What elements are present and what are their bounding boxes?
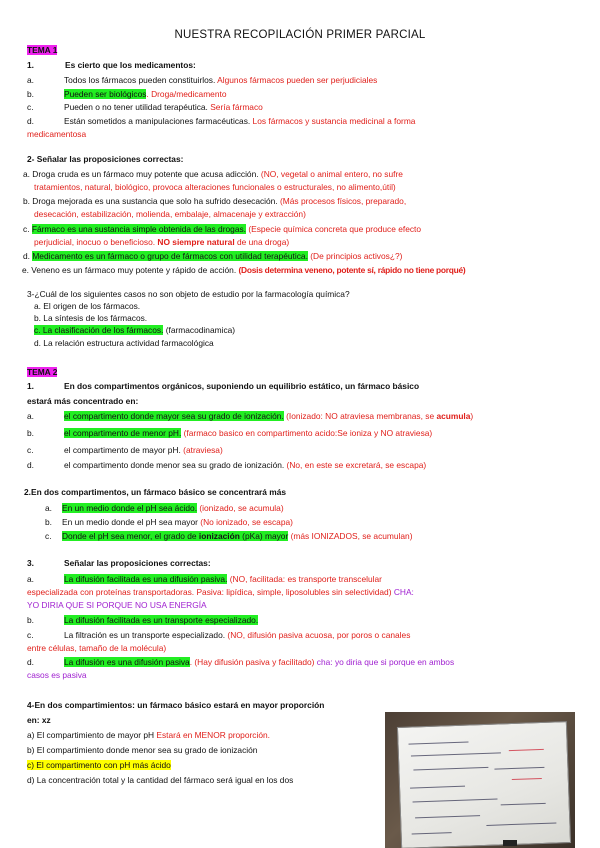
t2-q3-c: c. La filtración es un transporte especializado. (NO, difusión pasiva acuosa, por poros o canales [27,630,411,640]
whiteboard [397,721,571,848]
t2-q4-c: c) El compartimento con pH más ácido [27,760,171,770]
t1-q2-title: 2- Señalar las proposiciones correctas: [27,154,184,164]
t2-q2-a: a. En un medio donde el pH sea ácido. (ionizado, se acumula) [45,503,284,513]
t1-q1-d: d. Están sometidos a manipulaciones farmacéuticas. Los fármacos y sustancia medicinal a forma [27,116,416,126]
document-page: NUESTRA RECOPILACIÓN PRIMER PARCIAL TEMA 1 1. Es cierto que los medicamentos: a. Todos los fármacos pueden constituirlos. Algunos fármacos pueden ser perjudiciales b. Pueden ser biológicos. Droga/medicamento c. Pueden o no tener utilidad terapéutica. Sería fármaco d. Están sometidos a manipulaciones farmacéuticas. Los fármacos y sustancia medicinal a forma medicamentosa 2- Señalar las proposiciones correctas: a. Droga cruda es un fármaco muy potente que acusa adicción. (NO, vegetal o animal entero, no sufre tratamientos, natural, biológico, provoca alteraciones funcionales o estructurales, no alimento,útil) b. Droga mejorada es una sustancia que solo ha sufrido desecación. (Más procesos físicos, preparado, desecación, estabilización, molienda, embalaje, almacenaje y extracción) c. Fármaco es una sustancia simple obtenida de las drogas. (Especie química concreta que produce efecto perjudicial, inocuo o beneficioso. NO siempre natural de una droga) d. Medicamento es un fármaco o grupo de fármacos con utilidad terapéutica. (De principios activos¿?) e. Veneno es un fármaco muy potente y rápido de acción. (Dosis determina veneno, potente sí, rápido no tiene porqué) 3-¿Cuál de los siguientes casos no son objeto de estudio por la farmacología química? a. El origen de los fármacos. b. La síntesis de los fármacos. c. La clasificación de los fármacos. (farmacodinamica) d. La relación estructura actividad farmacológica TEMA 2 1. En dos compartimentos orgánicos, suponiendo un equilibrio estático, un fármaco básico estará más concentrado en: a. el compartimento donde mayor sea su grado de ionización. (Ionizado: NO atraviesa membranas, se acumula) b. el compartimento de menor pH. (farmaco basico en compartimento acido:Se ioniza y NO atraviesa) c. el compartimento de mayor pH. (atraviesa) d. el compartimento donde menor sea su grado de ionización. (No, en este se excretará, se escapa) 2.En dos compartimentos, un fármaco básico se concentrará más a. En un medio donde el pH sea ácido. (ionizado, se acumula) b. En un medio donde el pH sea mayor (No ionizado, se escapa) c. Donde el pH sea menor, el grado de ionización (pKa) mayor (más IONIZADOS, se acumulan) 3. Señalar las proposiciones correctas: a. La difusión facilitada es una difusión pasiva. (NO, facilitada: es transporte transcelular especializada con proteínas transportadoras. Pasiva: lipídica, simple, liposolubles sin selectividad) CHA: YO DIRIA QUE SI PORQUE NO USA ENERGÍA b. La difusión facilitada es un transporte especializado. c. La filtración es un transporte especializado. (NO, difusión pasiva acuosa, por poros o canales entre células, tamaño de la molécula) d. La difusión es una difusión pasiva. (Hay difusión pasiva y facilitado) cha: yo diria que si porque en ambos casos es pasiva 4-En dos compartimientos: un fármaco básico estará en mayor proporción en: xz a) El compartimiento de mayor pH Estará en MENOR proporción. b) El compartimiento donde menor sea su grado de ionización c) El compartimento con pH más ácido d) La concentración total y la cantidad del fármaco será igual en los dos [0,0,600,848]
t1-q1-b: b. Pueden ser biológicos. Droga/medicamento [27,89,227,99]
t2-q3-d: d. La difusión es una difusión pasiva. (Hay difusión pasiva y facilitado) cha: yo diria que si porque en ambos [27,657,455,667]
tema-2-label: TEMA 2 [27,367,58,377]
t2-q3-b: b. La difusión facilitada es un transporte especializado. [27,615,259,625]
whiteboard-photo [385,712,575,848]
t2-q3: 3. Señalar las proposiciones correctas: [27,558,211,568]
t1-q1-a: a. Todos los fármacos pueden constituirlos. Algunos fármacos pueden ser perjudiciales [27,75,378,85]
t1-q2-b: b. Droga mejorada es una sustancia que solo ha sufrido desecación. (Más procesos físicos, preparado, [23,196,407,206]
t1-q3-title: 3-¿Cuál de los siguientes casos no son objeto de estudio por la farmacología química? [27,289,350,299]
marker-pen [503,840,517,846]
t2-q4-b: b) El compartimiento donde menor sea su grado de ionización [27,745,258,755]
t2-q4-d: d) La concentración total y la cantidad del fármaco será igual en los dos [27,775,294,785]
t2-q4-title: 4-En dos compartimientos: un fármaco básico estará en mayor proporción [27,700,325,710]
t2-q1: 1. En dos compartimentos orgánicos, suponiendo un equilibrio estático, un fármaco básico [27,381,420,391]
t1-q2-d: d. Medicamento es un fármaco o grupo de fármacos con utilidad terapéutica. (De principios activos¿?) [23,251,403,261]
page-title: NUESTRA RECOPILACIÓN PRIMER PARCIAL [174,29,426,41]
t2-q1-d: d. el compartimento donde menor sea su grado de ionización. (No, en este se excretará, se escapa) [27,460,427,470]
t2-q1-a: a. el compartimento donde mayor sea su grado de ionización. (Ionizado: NO atraviesa membranas, se acumula) [27,411,474,421]
t2-q2-c: c. Donde el pH sea menor, el grado de ionización (pKa) mayor (más IONIZADOS, se acumulan) [45,531,413,541]
t2-q2-b: b. En un medio donde el pH sea mayor (No ionizado, se escapa) [45,517,293,527]
t2-q1-c: c. el compartimento de mayor pH. (atraviesa) [27,445,223,455]
t2-q1-b: b. el compartimento de menor pH. (farmaco basico en compartimento acido:Se ioniza y NO atraviesa) [27,428,433,438]
t1-q2-e: e. Veneno es un fármaco muy potente y rápido de acción. (Dosis determina veneno, potente sí, rápido no tiene porqué) [22,265,466,275]
t1-q1-c: c. Pueden o no tener utilidad terapéutica. Sería fármaco [27,102,263,112]
t2-q2-title: 2.En dos compartimentos, un fármaco básico se concentrará más [24,487,287,497]
t2-q3-a: a. La difusión facilitada es una difusión pasiva. (NO, facilitada: es transporte transcelular [27,574,382,584]
t2-q4-a: a) El compartimiento de mayor pH Estará en MENOR proporción. [27,730,270,740]
t1-q2-a: a. Droga cruda es un fármaco muy potente que acusa adicción. (NO, vegetal o animal entero, no sufre [23,169,403,179]
t1-q1: 1. Es cierto que los medicamentos: [27,60,196,70]
t1-q2-c: c. Fármaco es una sustancia simple obtenida de las drogas. (Especie química concreta que produce efecto [23,224,422,234]
tema-1-label: TEMA 1 [27,45,58,55]
